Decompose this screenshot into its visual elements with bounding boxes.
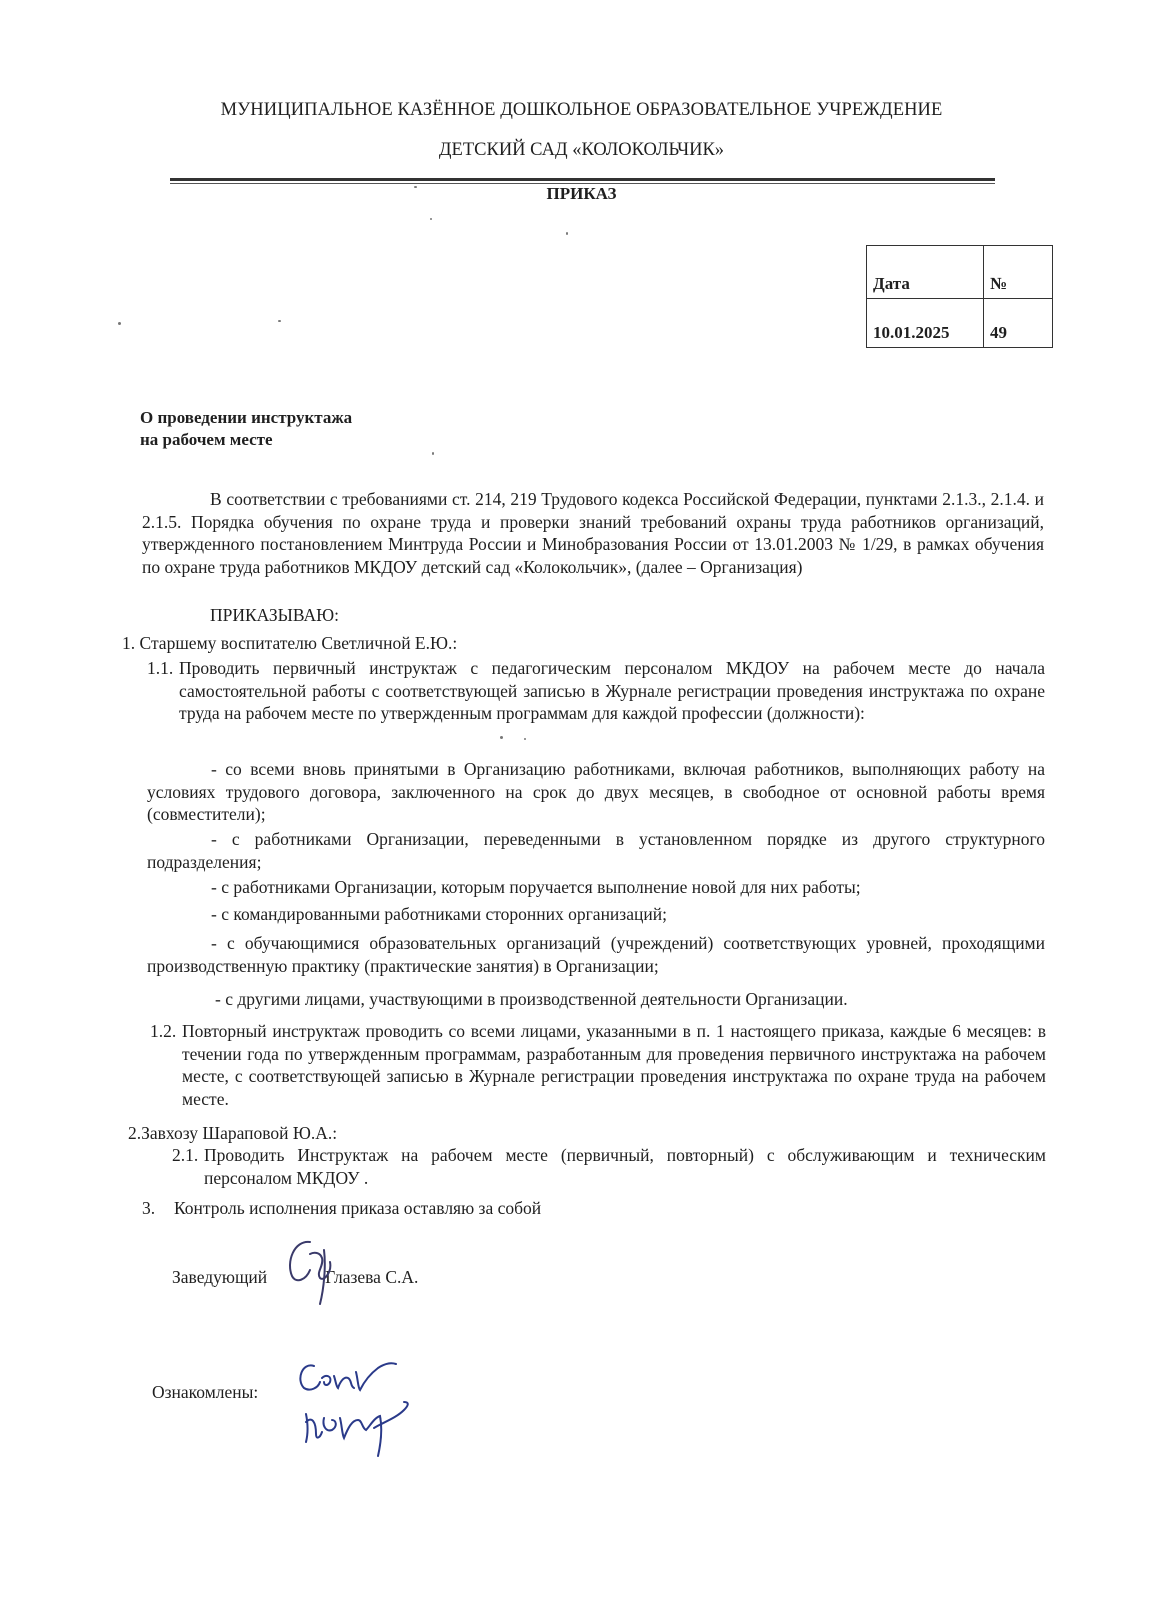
intro-paragraph [142,488,1044,578]
scan-speck [278,320,281,322]
signer-name: Глазева С.А. [325,1267,419,1287]
header-divider [170,178,995,181]
item-1-1-number: 1.1. [147,658,174,678]
scan-speck [118,322,121,325]
acknowledgement-signatures-icon [292,1352,427,1462]
dash-item-2: - с работниками Организации, переведенными в установленном порядке из другого структурного подразделения; [147,829,1045,872]
dash-item-4: - с командированными работниками сторонних организаций; [211,904,667,924]
document-title: ПРИКАЗ [546,184,617,203]
item-2: 2.Завхозу Шараповой Ю.А.: [128,1123,338,1143]
item-1-2-text: Повторный инструктаж проводить со всеми лицами, указанными в п. 1 настоящего приказа, каждые 6 месяцев: в течении года по утвержденным программам, разработанным для проведения первичного инструктажа на рабочем месте, с соответствующей записью в Журнале регистрации проведения инструктажа по охране труда на рабочем месте. [182,1021,1046,1109]
dash-item-1: - со всеми вновь принятыми в Организацию работниками, включая работников, выполняющих работу на условиях трудового договора, заключенного на срок до двух месяцев, в свободное от основной работы время (совместители); [147,759,1045,824]
dash-item-5: - с обучающимися образовательных организаций (учреждений) соответствующих уровней, проходящими производственную практику (практические занятия) в Организации; [147,933,1045,976]
org-name-line2: ДЕТСКИЙ САД «КОЛОКОЛЬЧИК» [438,140,725,160]
acknowledged-label: Ознакомлены: [152,1382,259,1402]
number-label: № [984,246,1053,299]
scan-speck [566,232,568,235]
date-label: Дата [867,246,984,299]
item-3-number: 3. [142,1198,156,1218]
scan-speck [524,738,526,740]
item-3-text: Контроль исполнения приказа оставляю за собой [174,1198,542,1218]
org-name-line1: МУНИЦИПАЛЬНОЕ КАЗЁННОЕ ДОШКОЛЬНОЕ ОБРАЗОВАТЕЛЬНОЕ УЧРЕЖДЕНИЕ [220,100,943,120]
item-2-1 [172,1144,1046,1189]
item-1-2 [150,1020,1046,1110]
scan-speck [414,186,417,188]
item-1-2-number: 1.2. [150,1021,177,1041]
item-1-1 [147,657,1045,725]
subject-line2: на рабочем месте [140,430,273,449]
order-word: ПРИКАЗЫВАЮ: [210,605,339,625]
scan-speck [430,218,432,220]
item-2-1-number: 2.1. [172,1145,199,1165]
item-1-1-text: Проводить первичный инструктаж с педагогическим персоналом МКДОУ на рабочем месте до начала самостоятельной работы с соответствующей записью в Журнале регистрации проведения инструктажа по охране труда на рабочем месте по утвержденным программам для каждой профессии (должности): [179,658,1045,723]
intro-text: В соответствии с требованиями ст. 214, 219 Трудового кодекса Российской Федерации, пунктами 2.1.3., 2.1.4. и 2.1.5. Порядка обучения по охране труда и проверки знаний требований охраны труда работников организаций, утвержденного постановлением Минтруда России и Минобразования России от 13.01.2003 № 1/29, в рамках обучения по охране труда работников МКДОУ детский сад «Колокольчик», (далее – Организация) [142,489,1044,577]
signer-position: Заведующий [172,1267,268,1287]
item-1-number: 1. [122,633,136,653]
date-value: 10.01.2025 [867,299,984,348]
dash-item-6: - с другими лицами, участвующими в производственной деятельности Организации. [215,989,848,1009]
number-value: 49 [984,299,1053,348]
subject-line1: О проведении инструктажа [140,408,353,427]
item-2-1-text: Проводить Инструктаж на рабочем месте (первичный, повторный) с обслуживающим и техническим персоналом МКДОУ . [204,1145,1046,1188]
scan-speck [500,736,503,739]
item-3 [142,1197,541,1220]
dash-item-3: - с работниками Организации, которым поручается выполнение новой для них работы; [211,877,861,897]
director-signature-icon [280,1232,342,1312]
item-1 [122,632,457,655]
item-1-text: Старшему воспитателю Светличной Е.Ю.: [139,633,458,653]
date-number-table [866,245,1053,348]
scan-speck [432,452,434,455]
order-subject [140,407,440,451]
